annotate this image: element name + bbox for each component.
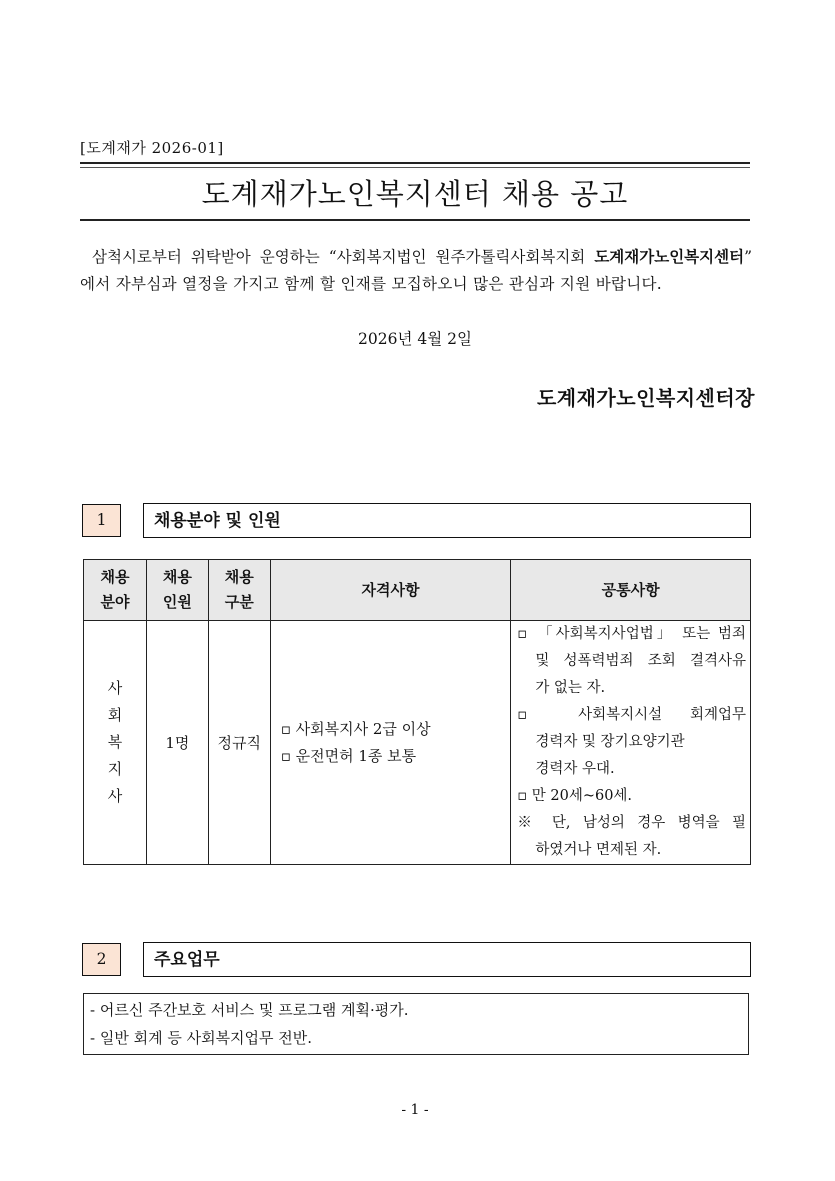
qualification-item: ▫ 운전면허 1종 보통 [280,746,417,765]
list-item: - 어르신 주간보호 서비스 및 프로그램 계획·평가. [90,1001,409,1019]
intro-center-name: 도계재가노인복지센터 [594,247,745,266]
common-line: 경력자 우대. [535,761,615,777]
title-top-rule-thin [80,167,750,168]
section-1-number: 1 [82,504,121,537]
common-line: ▫ 만 20세~60세. [517,788,633,804]
common-line: 경력자 및 장기요양기관 [535,734,685,750]
section-2-title: 주요업무 [143,942,751,977]
header-count: 채용 인원 [146,560,208,621]
intro-line-1-text: 삼척시로부터 위탁받아 운영하는 “사회복지법인 원주가톨릭사회복지회 [92,248,595,266]
table-header-row [84,560,751,621]
cell-common [511,621,751,865]
header-field: 채용 분야 [84,560,147,621]
table-row [84,621,751,865]
common-line: ▫ 「사회복지사업법」 또는 범죄 [517,626,746,642]
common-line: 및 성폭력범죄 조회 결격사유 [535,653,746,669]
page-title: 도계재가노인복지센터 채용 공고 [201,177,629,211]
cell-field: 사 회 복 지 사 [84,621,147,865]
intro-line-2: 에서 자부심과 열정을 가지고 함께 할 인재를 모집하오니 많은 관심과 지원 바랍니다. [80,275,663,293]
signature: 도계재가노인복지센터장 [536,386,755,410]
duties-box [83,993,749,1055]
cell-qualification [270,621,511,865]
header-type: 채용 구분 [208,560,270,621]
section-1-title: 채용분야 및 인원 [143,503,751,538]
qualification-item: ▫ 사회복지사 2급 이상 [280,719,431,738]
cell-type: 정규직 [208,621,270,865]
section-2-number: 2 [82,943,121,976]
title-bottom-rule [80,219,750,221]
intro-line-1 [80,243,752,271]
cell-count: 1명 [146,621,208,865]
header-qualification: 자격사항 [270,560,511,621]
header-common: 공통사항 [511,560,751,621]
list-item: - 일반 회계 등 사회복지업무 전반. [90,1029,313,1047]
intro-quote-close: ” [744,248,752,266]
common-line: ▫ 사회복지시설 회계업무 [517,707,746,723]
common-line: ※ 단, 남성의 경우 병역을 필 [517,815,746,831]
announcement-date: 2026년 4월 2일 [358,330,472,348]
recruitment-table [83,559,751,865]
page-number: - 1 - [401,1102,429,1118]
title-top-rule [80,162,750,164]
document-number: [도계재가 2026-01] [80,139,224,157]
common-line: 가 없는 자. [535,680,606,696]
intro-paragraph [80,243,752,298]
common-line: 하였거나 면제된 자. [535,842,662,858]
